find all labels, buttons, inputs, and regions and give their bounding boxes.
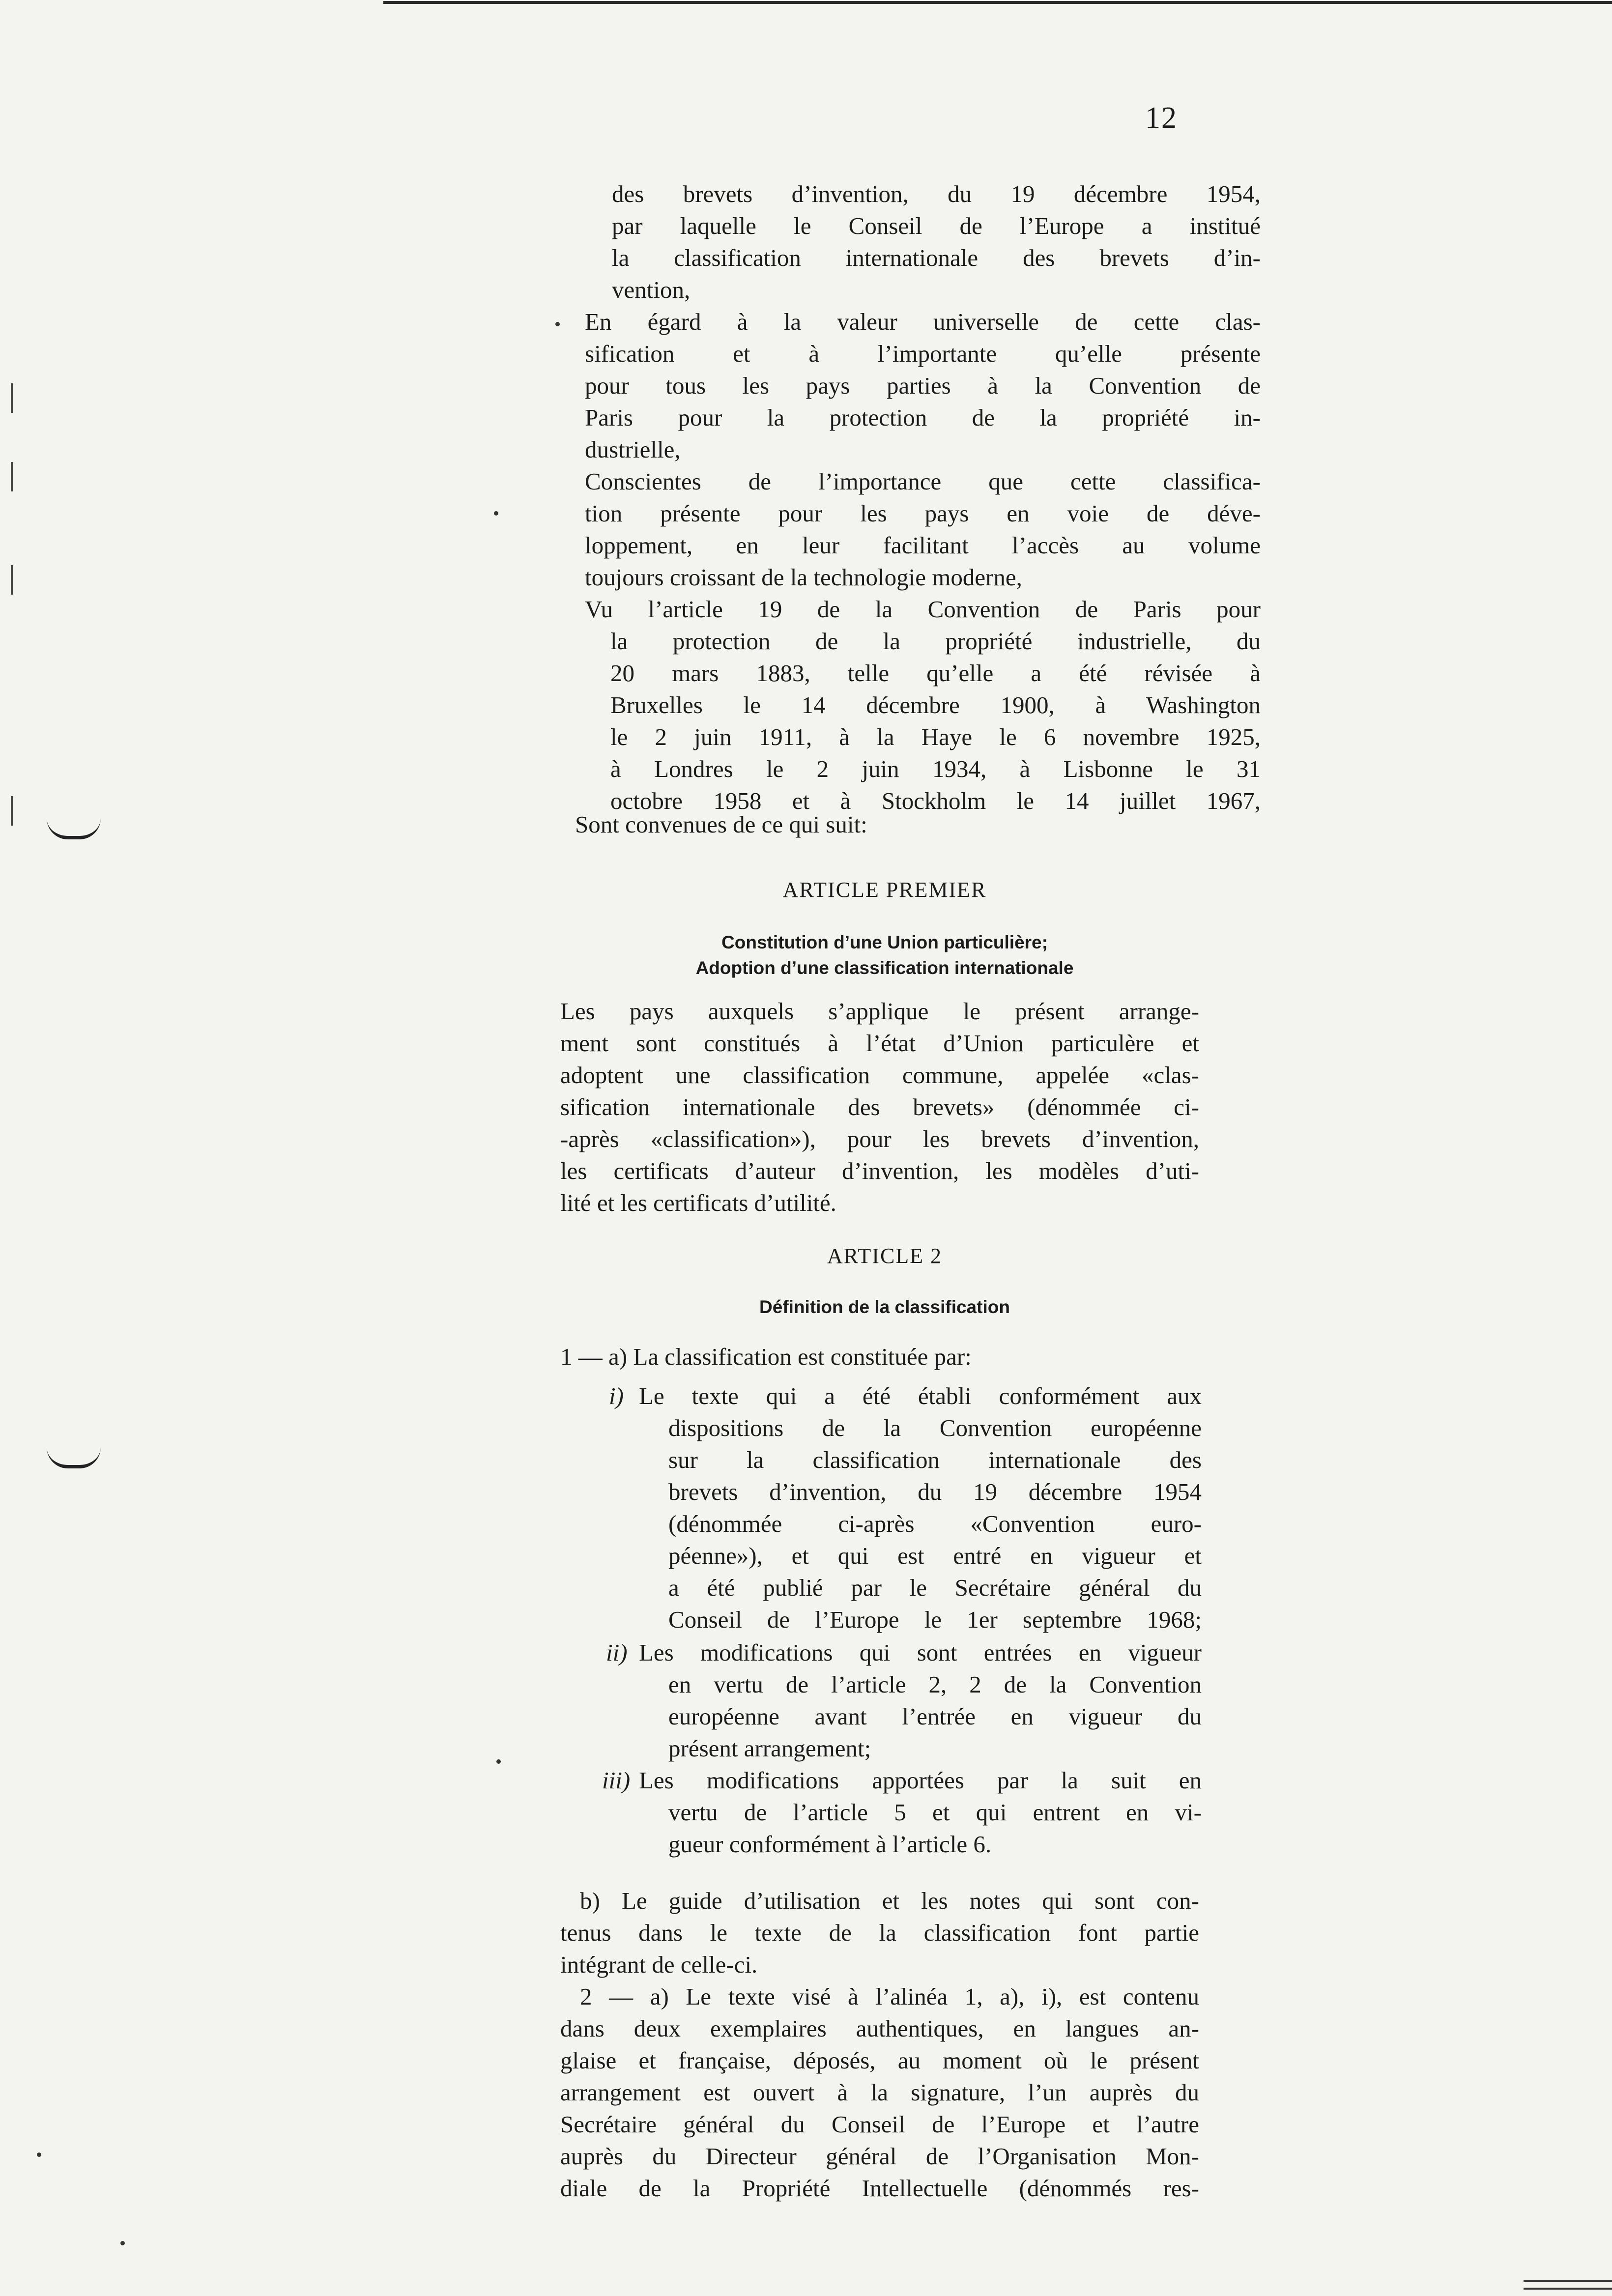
text-line: lité et les certificats d’utilité.	[560, 1189, 836, 1216]
text-line: Les modifications qui sont entrées en vigueur	[639, 1639, 1202, 1666]
item-marker: iii)	[602, 1767, 631, 1794]
scan-speck	[494, 511, 498, 516]
preamble-conclusion	[565, 808, 1214, 840]
scan-edge-mark	[1524, 2288, 1612, 2290]
text-line: Le texte qui a été établi conformément aux	[639, 1382, 1202, 1409]
binder-hole-mark	[47, 818, 101, 839]
article-2-item-i	[602, 1380, 1202, 1636]
preamble-recital-universal	[565, 306, 1261, 465]
article-2-subtitle: Définition de la classification	[759, 1297, 1010, 1317]
text-line: Les modifications apportées par la suit en	[639, 1767, 1202, 1794]
text-line: les certificats d’auteur d’invention, les modèles d’uti-	[560, 1157, 1199, 1184]
article-2-para-2a	[560, 1980, 1199, 2204]
text-line: présent arrangement;	[668, 1735, 871, 1762]
text-line: vention,	[612, 276, 691, 303]
item-marker: i)	[609, 1382, 624, 1409]
text-line: octobre 1958 et à Stockholm le 14 juillet 1967,	[610, 787, 1261, 814]
text-line: vertu de l’article 5 et qui entrent en vi-	[668, 1799, 1202, 1826]
text-line: sification et à l’importante qu’elle présente	[585, 340, 1261, 367]
text-line: Secrétaire général du Conseil de l’Europe et l’autre	[560, 2111, 1199, 2138]
text-line: sification internationale des brevets» (dénommée ci-	[560, 1093, 1199, 1120]
text-line: 2 — a) Le texte visé à l’alinéa 1, a), i), est contenu	[580, 1983, 1199, 2010]
text-line: loppement, en leur facilitant l’accès au volume	[585, 532, 1261, 559]
text-line: des brevets d’invention, du 19 décembre 1954,	[612, 180, 1261, 207]
text-line: péenne»), et qui est entré en vigueur et	[668, 1542, 1202, 1569]
preamble-citation	[565, 178, 1261, 306]
text-line: Vu l’article 19 de la Convention de Paris pour	[585, 596, 1261, 623]
article-2-para-1b	[560, 1885, 1199, 1980]
scan-speck	[37, 2152, 41, 2157]
text-line: Conseil de l’Europe le 1er septembre 1968;	[668, 1606, 1202, 1633]
scan-speck	[496, 1759, 501, 1764]
text-line: européenne avant l’entrée en vigueur du	[668, 1703, 1202, 1730]
text-line: (dénommée ci-après «Convention euro-	[668, 1510, 1202, 1537]
text-line: tion présente pour les pays en voie de déve-	[585, 500, 1261, 527]
text-line: Les pays auxquels s’applique le présent arrange-	[560, 998, 1199, 1025]
article-1-subtitle-line-2: Adoption d’une classification internationale	[695, 958, 1074, 978]
page-number: 12	[1145, 101, 1178, 135]
text-line: tenus dans le texte de la classification font partie	[560, 1919, 1199, 1946]
text-line: la protection de la propriété industrielle, du	[610, 628, 1261, 655]
text-line: dans deux exemplaires authentiques, en langues an-	[560, 2015, 1199, 2042]
text-line: à Londres le 2 juin 1934, à Lisbonne le 31	[610, 755, 1261, 782]
text-line: -après «classification»), pour les brevets d’invention,	[560, 1125, 1199, 1152]
scan-edge-mark	[1524, 2280, 1612, 2282]
text-line: diale de la Propriété Intellectuelle (dénommés res-	[560, 2175, 1199, 2202]
text-line: adoptent une classification commune, appelée «clas-	[560, 1062, 1199, 1089]
scan-mark	[11, 796, 13, 826]
text-line: Conscientes de l’importance que cette classifica-	[585, 468, 1261, 495]
text-line: 20 mars 1883, telle qu’elle a été révisée à	[610, 660, 1261, 687]
text-line: dustrielle,	[585, 436, 681, 463]
article-1-subtitle-line-1: Constitution d’une Union particulière;	[721, 932, 1048, 952]
text-line: auprès du Directeur général de l’Organisation Mon-	[560, 2143, 1199, 2170]
text-line: gueur conformément à l’article 6.	[668, 1831, 992, 1858]
text-line: brevets d’invention, du 19 décembre 1954	[668, 1478, 1202, 1505]
scan-speck	[120, 2241, 125, 2245]
scan-mark	[11, 462, 13, 491]
text-line: sur la classification internationale des	[668, 1446, 1202, 1473]
text-line: ment sont constitués à l’état d’Union particulère et	[560, 1030, 1199, 1057]
preamble-recital-developing	[565, 465, 1261, 593]
text-line: arrangement est ouvert à la signature, l’un auprès du	[560, 2079, 1199, 2106]
text-line: en vertu de l’article 2, 2 de la Convention	[668, 1671, 1202, 1698]
scan-speck	[555, 322, 560, 326]
text-line: toujours croissant de la technologie moderne,	[585, 564, 1022, 591]
article-2-heading: ARTICLE 2	[827, 1244, 943, 1268]
text-line: le 2 juin 1911, à la Haye le 6 novembre 1925,	[610, 723, 1261, 750]
text-line: intégrant de celle-ci.	[560, 1951, 758, 1978]
preamble-recital-paris-convention	[565, 593, 1261, 817]
text-line: Paris pour la protection de la propriété in-	[585, 404, 1261, 431]
text-line: dispositions de la Convention européenne	[668, 1414, 1202, 1441]
article-2-para-1a	[560, 1341, 1199, 1373]
text-line: 1 — a) La classification est constituée par:	[560, 1343, 972, 1370]
scan-edge-rule	[383, 1, 1612, 4]
text-line: a été publié par le Secrétaire général du	[668, 1574, 1202, 1601]
text-line: Sont convenues de ce qui suit:	[575, 811, 867, 838]
item-marker: ii)	[606, 1639, 628, 1666]
article-2-item-iii	[602, 1764, 1202, 1860]
binder-hole-mark	[47, 1447, 101, 1468]
text-line: Bruxelles le 14 décembre 1900, à Washington	[610, 691, 1261, 718]
text-line: par laquelle le Conseil de l’Europe a institué	[612, 212, 1261, 239]
text-line: glaise et française, déposés, au moment où le présent	[560, 2047, 1199, 2074]
article-1-heading: ARTICLE PREMIER	[782, 878, 987, 902]
scan-mark	[11, 383, 13, 413]
text-line: la classification internationale des brevets d’in-	[612, 244, 1261, 271]
text-line: b) Le guide d’utilisation et les notes qui sont con-	[580, 1887, 1199, 1914]
scan-mark	[11, 565, 13, 595]
text-line: En égard à la valeur universelle de cette clas-	[585, 308, 1261, 335]
article-1-body	[560, 995, 1199, 1219]
text-line: pour tous les pays parties à la Convention de	[585, 372, 1261, 399]
article-2-item-ii	[602, 1636, 1202, 1764]
